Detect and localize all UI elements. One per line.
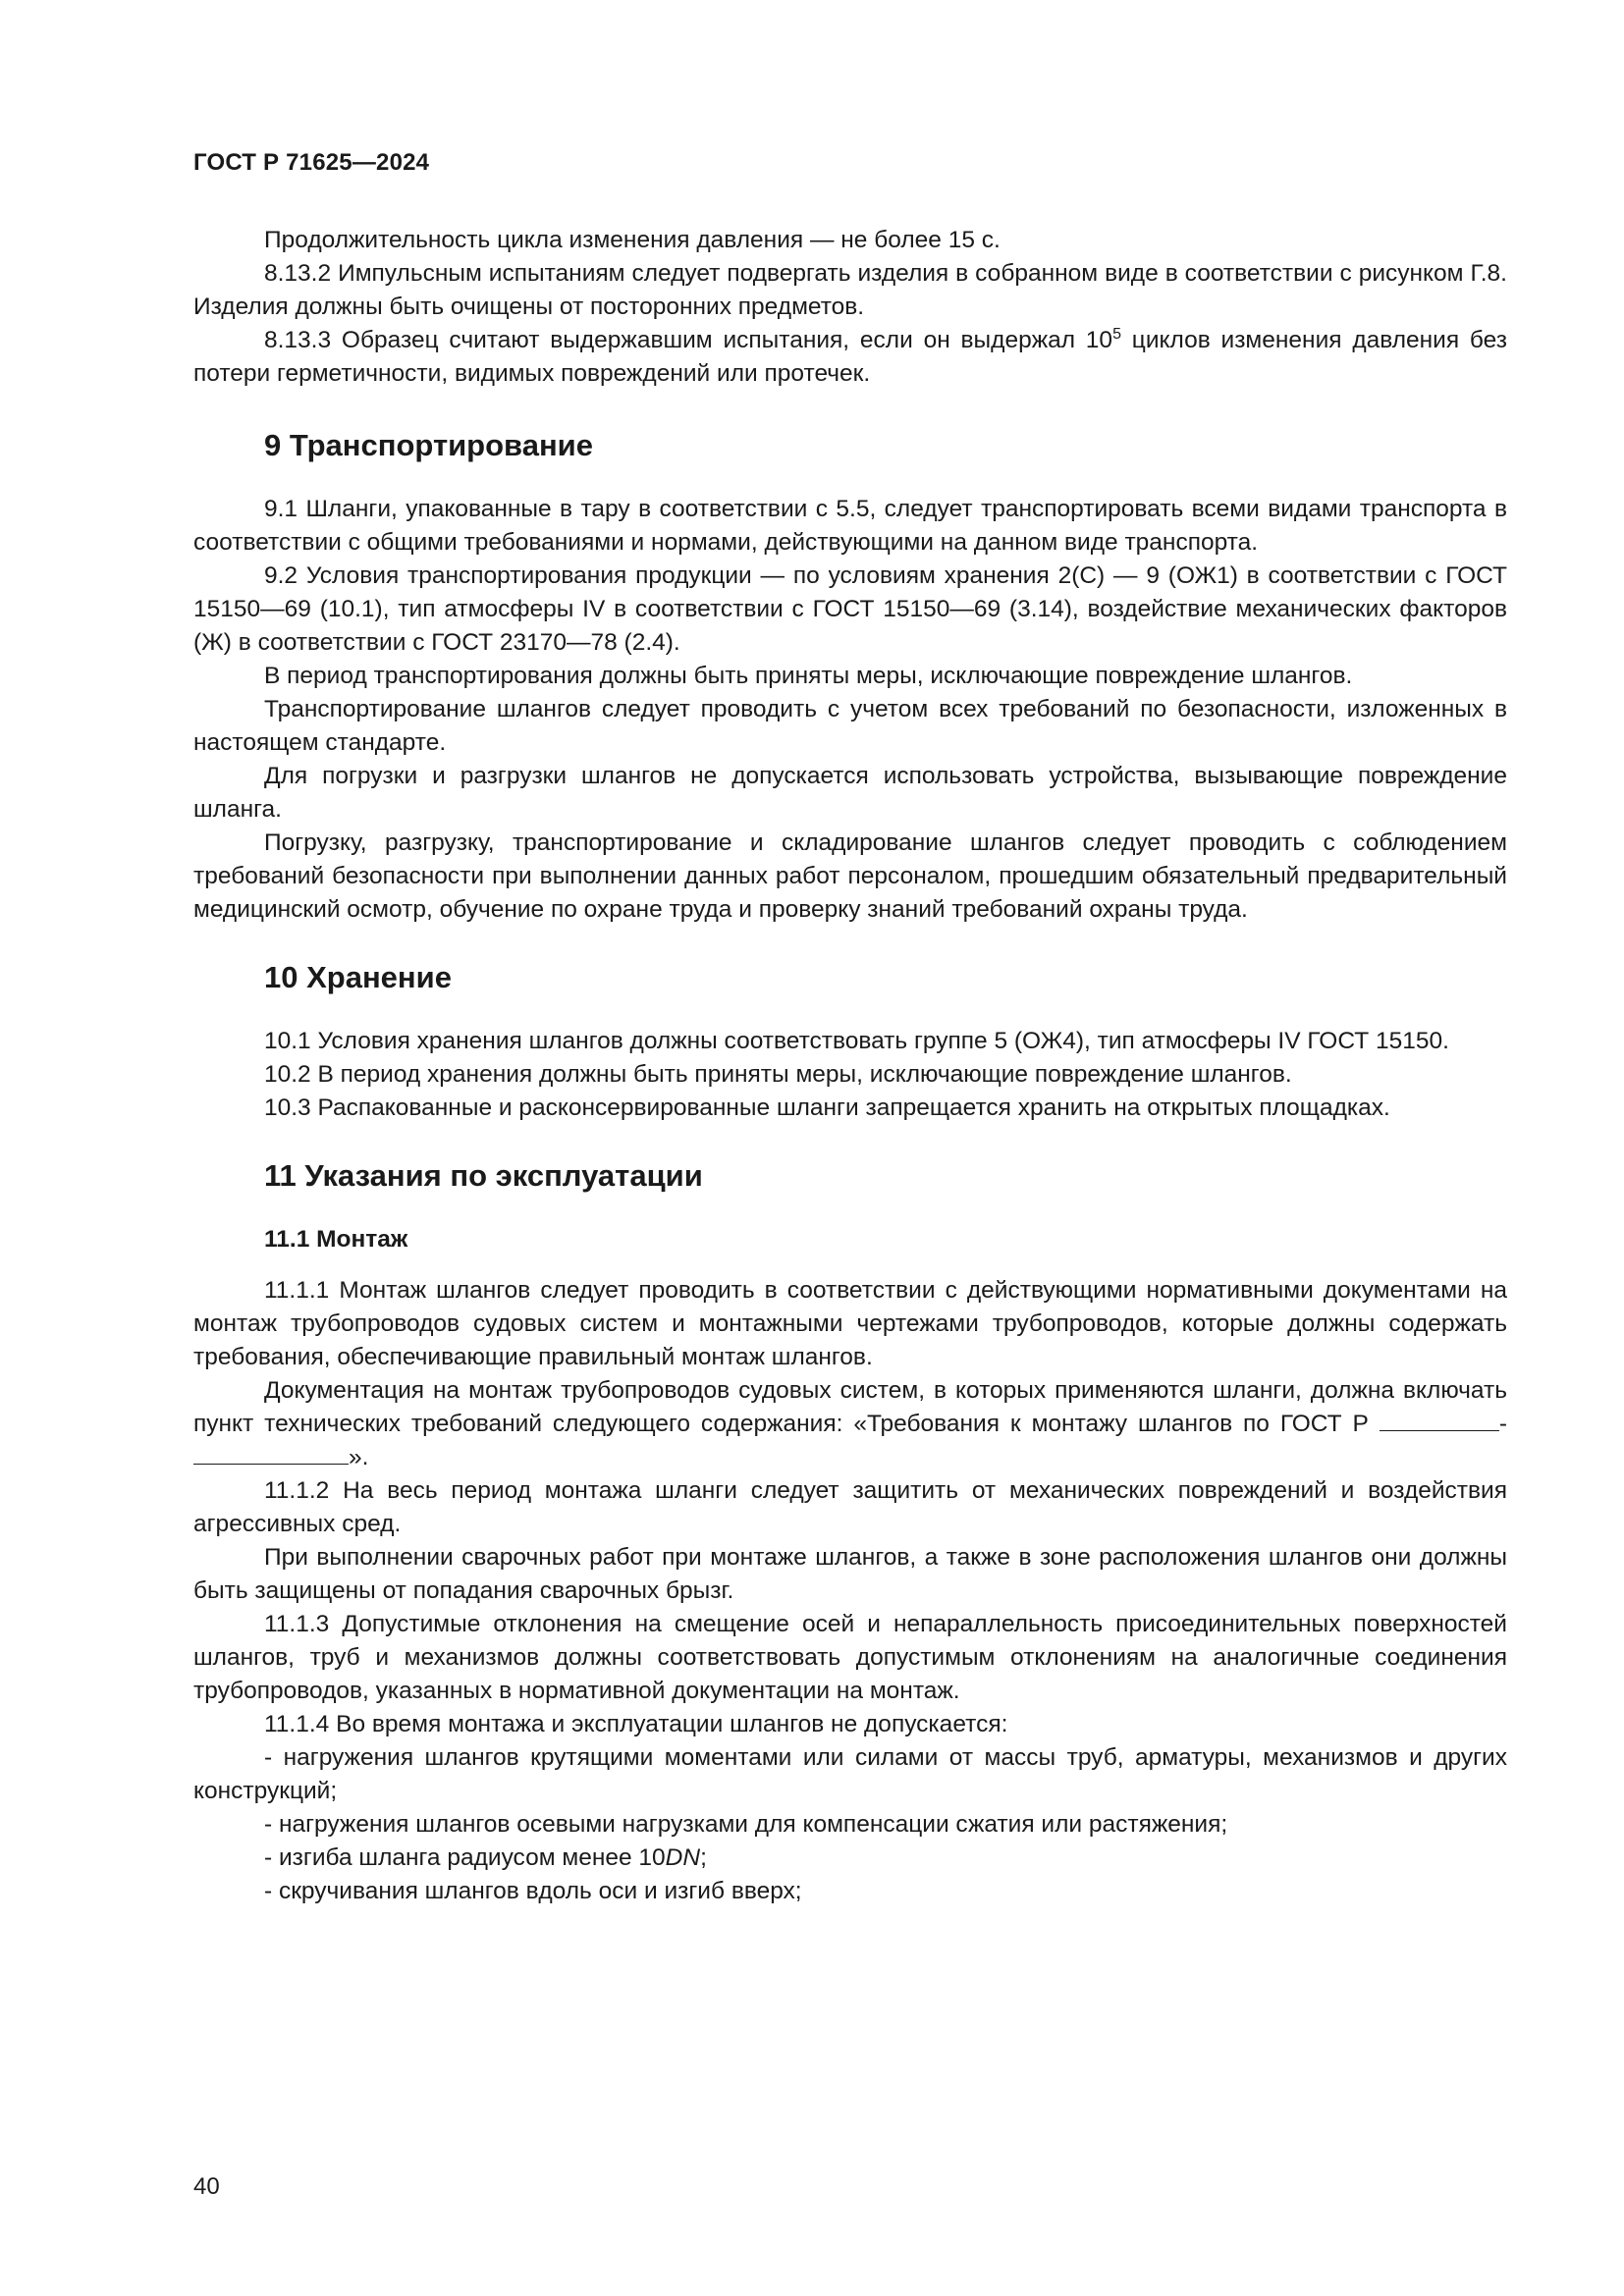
list-item: - нагружения шлангов осевыми нагрузками для компенсации сжатия или растяжения; [264, 1811, 1228, 1838]
paragraph [193, 1374, 1507, 1474]
paragraph-text: - [1498, 1411, 1507, 1437]
paragraph: 9.1 Шланги, упакованные в тару в соответствии с 5.5, следует транспортировать всеми видами транспорта в соответствии с общими требованиями и нормами, действующими на данном виде транспорта. [193, 496, 1507, 556]
paragraph: 11.1.2 На весь период монтажа шланги следует защитить от механических повреждений и воздействия агрессивных сред. [193, 1477, 1507, 1537]
blank-line [1380, 1409, 1499, 1431]
paragraph: Транспортирование шлангов следует проводить с учетом всех требований по безопасности, изложенных в настоящем стандарте. [193, 696, 1507, 756]
list-item-text: - изгиба шланга радиусом менее 10 [264, 1844, 666, 1871]
list-item [193, 1842, 1507, 1875]
section-title-operation: 11 Указания по эксплуатации [264, 1158, 703, 1193]
paragraph: 8.13.2 Импульсным испытаниям следует подвергать изделия в собранном виде в соответствии с рисунком Г.8. Изделия должны быть очищены от посторонних предметов. [193, 260, 1507, 320]
paragraph: 11.1.4 Во время монтажа и эксплуатации шлангов не допускается: [264, 1711, 1008, 1737]
blank-line [193, 1442, 349, 1465]
paragraph-text: ». [349, 1444, 369, 1470]
paragraph-text: Документация на монтаж трубопроводов судовых систем, в которых применяются шланги, должна включать пункт технических требований следующего содержания: «Требования к монтажу шлангов по ГОСТ Р [193, 1377, 1507, 1437]
paragraph: При выполнении сварочных работ при монтаже шлангов, а также в зоне расположения шлангов они должны быть защищены от попадания сварочных брызг. [193, 1544, 1507, 1604]
paragraph: Продолжительность цикла изменения давления — не более 15 с. [264, 227, 1001, 253]
paragraph: 9.2 Условия транспортирования продукции — по условиям хранения 2(С) — 9 (ОЖ1) в соответствии с ГОСТ 15150—69 (10.1), тип атмосферы IV в соответствии с ГОСТ 15150—69 (3.14), воздействие механических факторов (Ж) в соответствии с ГОСТ 23170—78 (2.4). [193, 562, 1507, 656]
paragraph: 10.2 В период хранения должны быть приняты меры, исключающие повреждение шлангов. [264, 1061, 1292, 1088]
page-number: 40 [193, 2173, 220, 2200]
paragraph: 11.1.3 Допустимые отклонения на смещение осей и непараллельность присоединительных поверхностей шлангов, труб и механизмов должны соответствовать допустимым отклонениям на аналогичные соединения трубопроводов, указанных в нормативной документации на монтаж. [193, 1611, 1507, 1704]
list-item-italic: DN [665, 1844, 701, 1871]
paragraph [193, 324, 1507, 391]
superscript-exponent: 5 [1112, 325, 1121, 343]
subsection-title-mounting: 11.1 Монтаж [264, 1226, 408, 1253]
page-content [193, 224, 1507, 1908]
list-item: - нагружения шлангов крутящими моментами или силами от массы труб, арматуры, механизмов и других конструкций; [193, 1744, 1507, 1804]
paragraph: Для погрузки и разгрузки шлангов не допускается использовать устройства, вызывающие повреждение шланга. [193, 763, 1507, 823]
paragraph: 10.3 Распакованные и расконсервированные шланги запрещается хранить на открытых площадках. [264, 1095, 1390, 1121]
paragraph: В период транспортирования должны быть приняты меры, исключающие повреждение шлангов. [264, 663, 1353, 689]
paragraph: Погрузку, разгрузку, транспортирование и складирование шлангов следует проводить с соблюдением требований безопасности при выполнении данных работ персоналом, прошедшим обязательный предварительный медицинский осмотр, обучение по охране труда и проверку знаний требований охраны труда. [193, 829, 1507, 923]
section-title-transport: 9 Транспортирование [264, 428, 593, 462]
paragraph: 11.1.1 Монтаж шлангов следует проводить в соответствии с действующими нормативными документами на монтаж трубопроводов судовых систем и монтажными чертежами трубопроводов, которые должны содержать требования, обеспечивающие правильный монтаж шлангов. [193, 1277, 1507, 1370]
document-code-header: ГОСТ Р 71625—2024 [193, 149, 430, 176]
paragraph-text: 8.13.3 Образец считают выдержавшим испытания, если он выдержал 10 [264, 327, 1113, 353]
list-item: - скручивания шлангов вдоль оси и изгиб вверх; [264, 1878, 802, 1904]
section-title-storage: 10 Хранение [264, 960, 452, 994]
list-item-text: ; [700, 1844, 707, 1871]
paragraph: 10.1 Условия хранения шлангов должны соответствовать группе 5 (ОЖ4), тип атмосферы IV ГОСТ 15150. [264, 1028, 1449, 1054]
paragraph-text: циклов изменения давления без потери герметичности, видимых повреждений или протечек. [193, 327, 1507, 387]
